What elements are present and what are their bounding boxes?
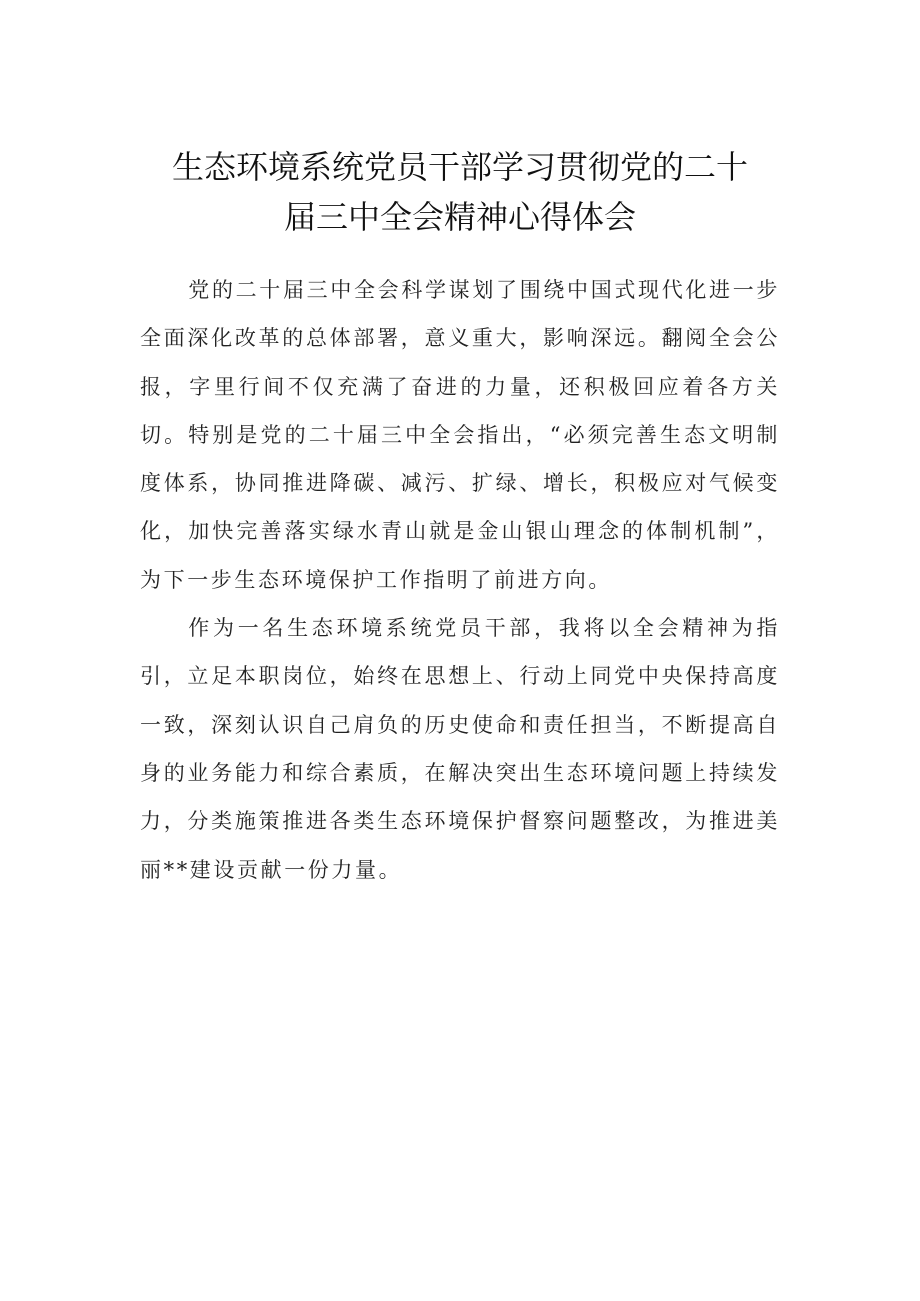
body-paragraph-1: 党的二十届三中全会科学谋划了围绕中国式现代化进一步全面深化改革的总体部署，意义重大，影响深远。翻阅全会公报，字里行间不仅充满了奋进的力量，还积极回应着各方关切。特别是党的二十届三中全会指出，“必须完善生态文明制度体系，协同推进降碳、减污、扩绿、增长，积极应对气候变化，加快完善落实绿水青山就是金山银山理念的体制机制”，为下一步生态环境保护工作指明了前进方向。 bbox=[140, 278, 780, 592]
body-paragraph-2: 作为一名生态环境系统党员干部，我将以全会精神为指引，立足本职岗位，始终在思想上、行动上同党中央保持高度一致，深刻认识自己肩负的历史使命和责任担当，不断提高自身的业务能力和综合素质，在解决突出生态环境问题上持续发力，分类施策推进各类生态环境保护督察问题整改，为推进美丽**建设贡献一份力量。 bbox=[140, 616, 780, 882]
title-line-1: 生态环境系统党员干部学习贯彻党的二十 bbox=[171, 148, 748, 186]
document-title bbox=[140, 142, 780, 242]
title-line-2: 届三中全会精神心得体会 bbox=[283, 198, 636, 236]
document-body bbox=[140, 266, 780, 894]
